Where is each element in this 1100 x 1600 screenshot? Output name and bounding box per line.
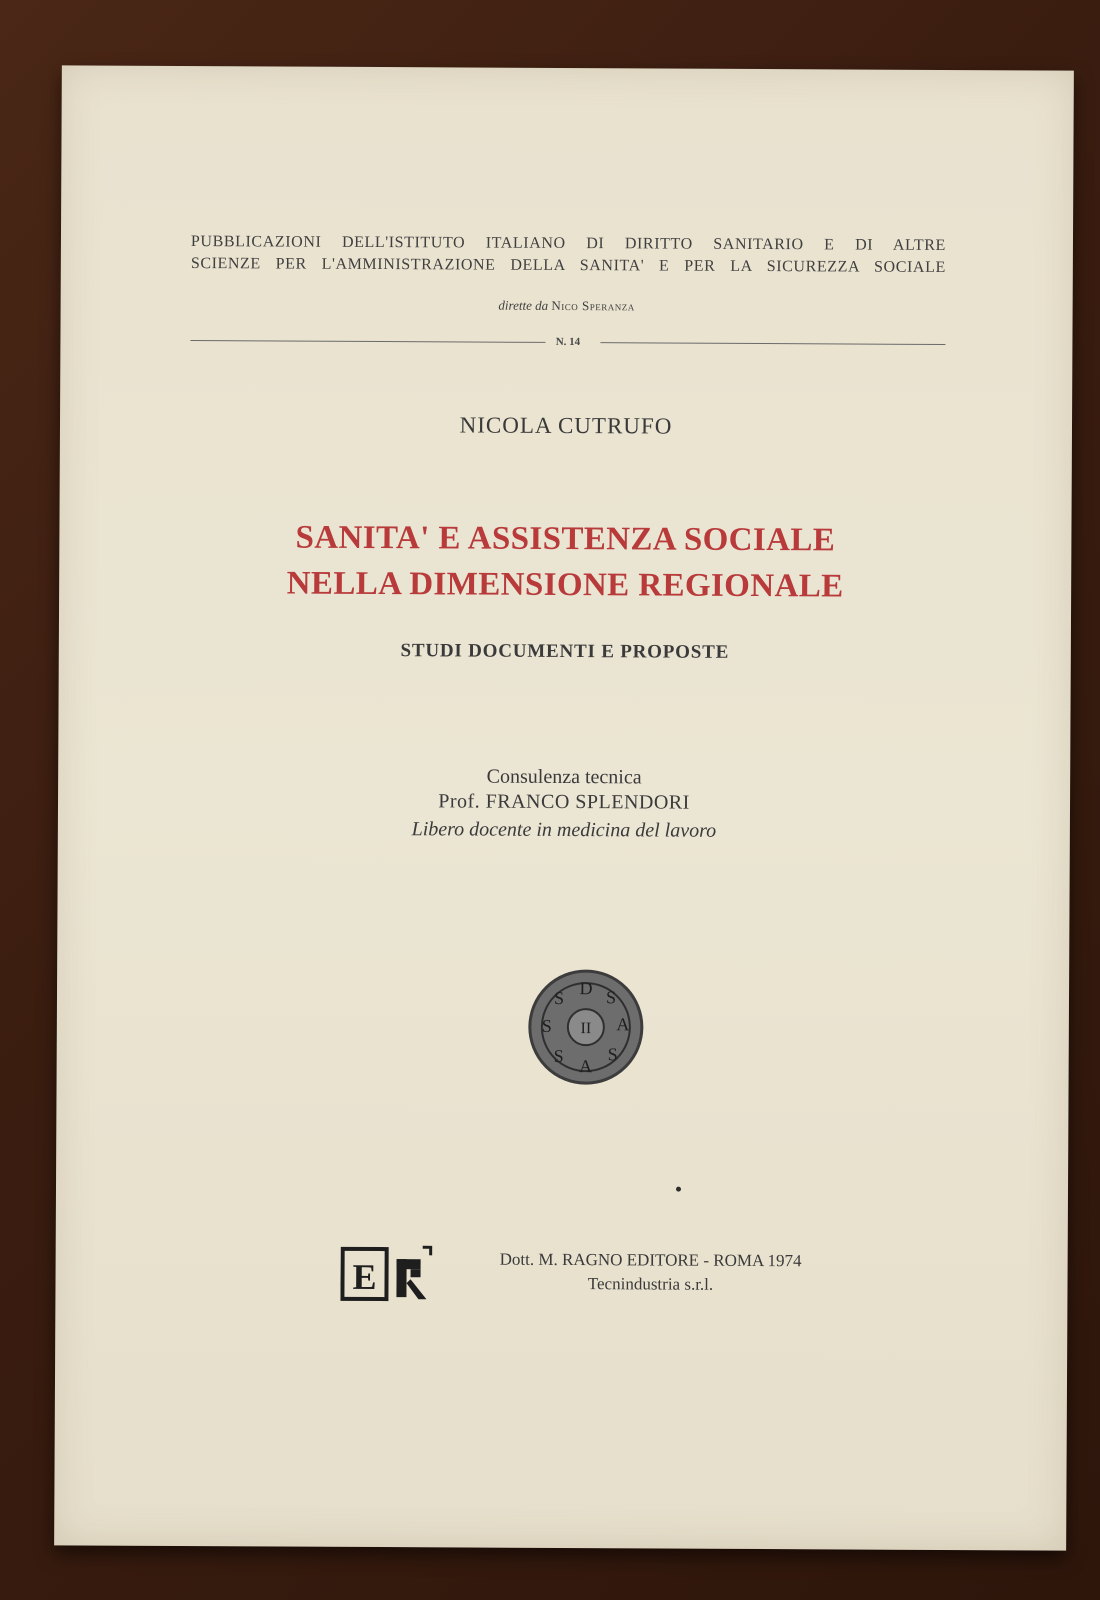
author: NICOLA CUTRUFO <box>459 412 673 439</box>
svg-text:A: A <box>579 1056 593 1077</box>
svg-text:S: S <box>607 1044 618 1065</box>
consultant: Prof. FRANCO SPLENDORI <box>438 790 690 814</box>
publisher-line-1: Dott. M. RAGNO EDITORE - ROMA 1974 <box>499 1249 802 1271</box>
svg-text:E: E <box>352 1256 377 1298</box>
svg-text:S: S <box>605 987 617 1008</box>
svg-text:A: A <box>616 1014 630 1035</box>
consult-label: Consulenza tecnica <box>486 765 642 789</box>
publisher-info <box>465 1247 835 1297</box>
book-cover <box>54 65 1074 1550</box>
svg-text:S: S <box>553 1045 564 1067</box>
title-line-1: SANITA' E ASSISTENZA SOCIALE <box>295 519 836 559</box>
svg-text:II: II <box>580 1020 592 1038</box>
directed-label: dirette da <box>498 297 549 313</box>
director-name: Nico Speranza <box>551 297 635 314</box>
series-rule <box>190 334 945 352</box>
subtitle: STUDI DOCUMENTI E PROPOSTE <box>400 640 730 663</box>
svg-text:S: S <box>553 987 565 1009</box>
issue-number: N. 14 <box>555 335 581 349</box>
consultant-role: Libero docente in medicina del lavoro <box>411 818 717 842</box>
title-line-2: NELLA DIMENSIONE REGIONALE <box>286 565 844 605</box>
ink-dot <box>676 1187 681 1192</box>
series-line-2: SCIENZE PER L'AMMINISTRAZIONE DELLA SANITA' E PER LA SICUREZZA SOCIALE <box>190 255 946 276</box>
publisher-line-2: Tecnindustria s.r.l. <box>587 1274 714 1294</box>
series-header <box>191 231 946 279</box>
seal-emblem <box>527 968 646 1087</box>
publisher-logo <box>340 1245 432 1303</box>
series-line-1: PUBBLICAZIONI DELL'ISTITUTO ITALIANO DI DIRITTO SANITARIO E DI ALTRE <box>190 233 946 254</box>
svg-text:S: S <box>541 1015 552 1036</box>
svg-text:D: D <box>579 978 593 999</box>
book-title <box>59 513 1071 610</box>
directed-by <box>61 295 1073 316</box>
